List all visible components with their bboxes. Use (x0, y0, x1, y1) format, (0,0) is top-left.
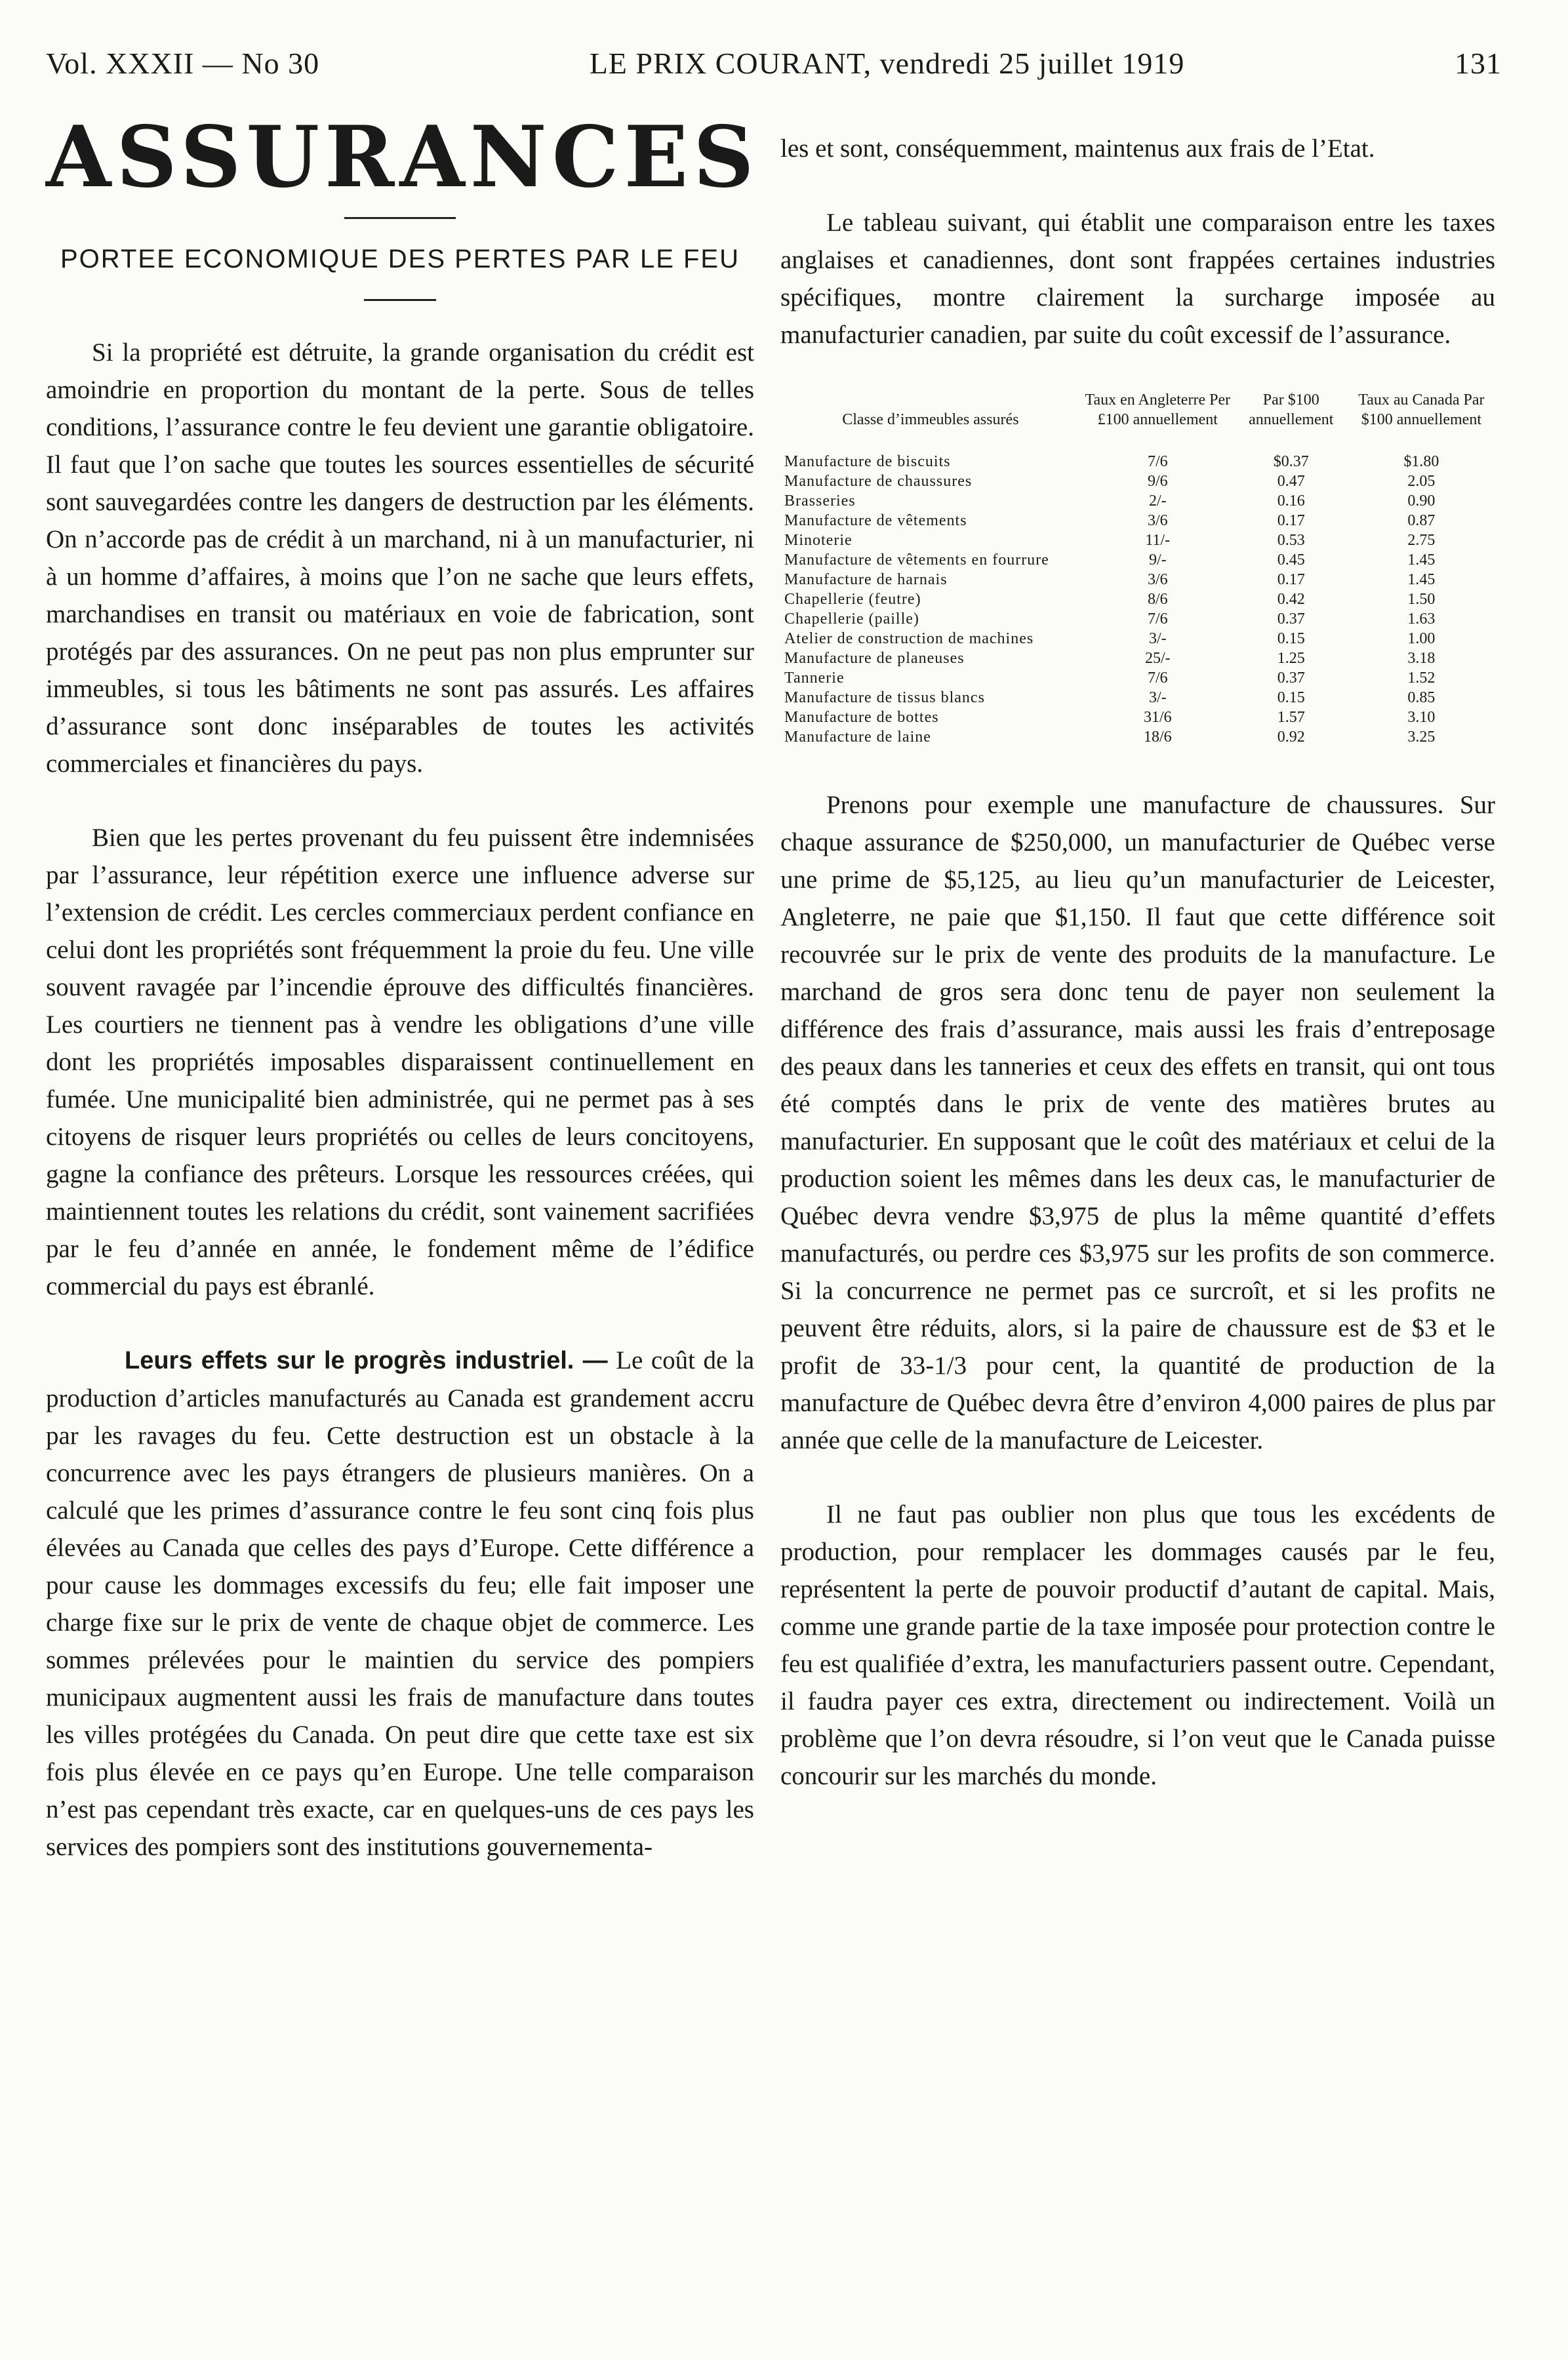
row-canada-cell: 2.05 (1407, 473, 1436, 490)
table-row (780, 448, 1495, 471)
table-row (780, 629, 1495, 649)
row-canada-cell: 2.75 (1407, 532, 1436, 549)
row-england-gbp-cell: 7/6 (1147, 610, 1168, 628)
subheading: Leurs effets sur le progrès industriel. — (125, 1346, 608, 1374)
article-rule (364, 299, 436, 301)
left-paragraph-1: Si la propriété est détruite, la grande organisation du crédit est amoindrie en proportion du montant de la perte. Sous de telles conditions, l’assurance contre le feu devient une garantie obligatoire. Il faut que l’on sache que toutes les sources essentielles de sécurité sont sauvegardées contre les dangers de destruction par les éléments. On n’accorde pas de crédit à un marchand, ni à un manufacturier, ni à un homme d’affaires, à moins que l’on ne sache que leurs effets, marchandises en transit ou matériaux en voie de fabrication, sont protégés par des assurances. On ne peut pas non plus emprunter sur immeubles, si tous les bâtiments ne sont pas assurés. Les affaires d’assurance sont donc inséparables de toutes les activités commerciales et financières du pays. (46, 338, 754, 778)
table-row (780, 511, 1495, 530)
table-row (780, 609, 1495, 629)
row-england-usd-cell: 0.42 (1277, 591, 1305, 608)
row-class-cell: Manufacture de vêtements en fourrure (784, 551, 1049, 569)
row-england-usd-cell: 0.15 (1277, 630, 1305, 647)
title-rule (344, 217, 456, 219)
row-england-gbp-cell: 8/6 (1147, 591, 1168, 608)
rates-table (780, 390, 1495, 747)
row-canada-cell: 3.25 (1407, 729, 1436, 746)
row-england-usd-cell: 0.37 (1277, 670, 1305, 687)
row-england-gbp-cell: 9/6 (1147, 473, 1168, 490)
row-class-cell: Manufacture de harnais (784, 571, 948, 588)
table-row (780, 668, 1495, 688)
right-paragraph-1: les et sont, conséquemment, maintenus aux frais de l’Etat. (780, 134, 1375, 163)
row-class-cell: Manufacture de laine (784, 729, 931, 746)
row-canada-cell: 3.10 (1407, 709, 1436, 726)
row-england-usd-cell: 1.25 (1277, 650, 1305, 667)
row-england-gbp-cell: 31/6 (1143, 709, 1172, 726)
row-canada-cell: 0.85 (1407, 689, 1436, 706)
table-row (780, 491, 1495, 511)
table-row (780, 727, 1495, 747)
article-title: PORTEE ECONOMIQUE DES PERTES PAR LE FEU (60, 244, 740, 273)
row-canada-cell: 1.45 (1407, 551, 1436, 569)
row-class-cell: Chapellerie (paille) (784, 610, 919, 628)
row-class-cell: Manufacture de biscuits (784, 453, 951, 470)
row-canada-cell: 1.63 (1407, 610, 1436, 628)
row-england-usd-cell: 0.15 (1277, 689, 1305, 706)
row-england-gbp-cell: 7/6 (1147, 453, 1168, 470)
row-england-gbp-cell: 3/- (1148, 689, 1167, 706)
row-class-cell: Minoterie (784, 532, 853, 549)
row-class-cell: Brasseries (784, 492, 856, 510)
row-class-cell: Manufacture de bottes (784, 709, 939, 726)
row-england-gbp-cell: 25/- (1144, 650, 1171, 667)
table-header-canada: Taux au Canada Par $100 annuellement (1358, 391, 1485, 428)
row-england-usd-cell: 0.16 (1277, 492, 1305, 510)
left-column (46, 108, 759, 1902)
row-england-gbp-cell: 3/- (1148, 630, 1167, 647)
row-england-usd-cell: 0.92 (1277, 729, 1305, 746)
row-class-cell: Manufacture de vêtements (784, 512, 967, 529)
journal-date: LE PRIX COURANT, vendredi 25 juillet 1919 (589, 47, 1185, 80)
table-row (780, 688, 1495, 708)
page-number: 131 (1455, 47, 1502, 80)
right-paragraph-2: Le tableau suivant, qui établit une comparaison entre les taxes anglaises et canadiennes, dont sont frappées certaines industries spécifiques, montre clairement la surcharge imposée au manufacturier canadien, par suite du coût excessif de l’assurance. (780, 209, 1495, 349)
table-header-class: Classe d’immeubles assurés (842, 411, 1019, 428)
right-paragraph-4: Il ne faut pas oublier non plus que tous les excédents de production, pour remplacer les dommages causés par le feu, représentent la perte de pouvoir productif d’autant de capital. Mais, comme une grande partie de la taxe imposée pour protection contre le feu est qualifiée d’extra, les manufacturiers passent outre. Cependant, il faudra payer ces extra, directement ou indirectement. Voilà un problème que l’on devra résoudre, si l’on veut que le Canada puisse concourir sur les marchés du monde. (780, 1500, 1495, 1790)
table-row (780, 530, 1495, 550)
row-england-gbp-cell: 3/6 (1147, 571, 1168, 588)
row-class-cell: Chapellerie (feutre) (784, 591, 921, 608)
table-row (780, 550, 1495, 570)
table-row (780, 570, 1495, 590)
row-england-usd-cell: $0.37 (1273, 453, 1309, 470)
row-canada-cell: 1.00 (1407, 630, 1436, 647)
row-england-usd-cell: 1.57 (1277, 709, 1305, 726)
row-england-gbp-cell: 7/6 (1147, 670, 1168, 687)
right-paragraph-3: Prenons pour exemple une manufacture de chaussures. Sur chaque assurance de $250,000, un manufacturier de Québec verse une prime de $5,125, au lieu qu’un manufacturier de Leicester, Angleterre, ne paie que $1,150. Il faut que cette différence soit recouvrée sur le prix de vente des produits de la manufacture. Le marchand de gros sera donc tenu de payer non seulement la différence des frais d’assurance, mais aussi les frais d’entreposage des peaux dans les tanneries et ceux des effets en transit, qui ont tous été comptés dans le prix de vente des matières brutes au manufacturier. En supposant que le coût des matériaux et celui de la production soient les mêmes dans les deux cas, le manufacturier de Québec devra vendre $3,975 de plus la même quantité d’effets manufacturés, ou perdre ces $3,975 sur les profits de son commerce. Si la concurrence ne permet pas ce surcroît, et si les profits ne peuvent être réduits, alors, si la paire de chaussure est de $3 et le profit de 33-1/3 pour cent, la quantité de production de la manufacture de Québec devra être d’environ 4,000 paires de plus par année que celle de la manufacture de Leicester. (780, 791, 1495, 1454)
row-england-usd-cell: 0.37 (1277, 610, 1305, 628)
table-row (780, 590, 1495, 609)
page-header (46, 46, 1502, 98)
row-class-cell: Manufacture de tissus blancs (784, 689, 985, 706)
section-title: ASSURANCES (46, 108, 759, 207)
row-england-usd-cell: 0.17 (1277, 512, 1305, 529)
row-class-cell: Manufacture de chaussures (784, 473, 973, 490)
left-paragraph-2: Bien que les pertes provenant du feu puissent être indemnisées par l’assurance, leur répétition exerce une influence adverse sur l’extension de crédit. Les cercles commerciaux perdent confiance en celui dont les propriétés sont fréquemment la proie du feu. Une ville souvent ravagée par l’incendie éprouve des difficultés financières. Les courtiers ne tiennent pas à vendre les obligations d’une ville dont les propriétés imposables disparaissent continuellement en fumée. Une municipalité bien administrée, qui ne permet pas à ses citoyens de risquer leurs propriétés ou celles de leurs concitoyens, gagne la confiance des prêteurs. Lorsque les ressources créées, qui maintiennent toutes les relations du crédit, sont vainement sacrifiées par le feu d’année en année, le fondement même de l’édifice commercial du pays est ébranlé. (46, 823, 754, 1300)
row-england-gbp-cell: 3/6 (1147, 512, 1168, 529)
row-england-usd-cell: 0.17 (1277, 571, 1305, 588)
row-england-usd-cell: 0.47 (1277, 473, 1305, 490)
volume-label: Vol. XXXII — No 30 (46, 47, 320, 80)
right-column (780, 111, 1495, 1831)
row-england-usd-cell: 0.45 (1277, 551, 1305, 569)
row-canada-cell: 1.45 (1407, 571, 1436, 588)
row-canada-cell: 0.87 (1407, 512, 1436, 529)
row-canada-cell: 0.90 (1407, 492, 1436, 510)
row-canada-cell: 1.52 (1407, 670, 1436, 687)
row-canada-cell: 1.50 (1407, 591, 1436, 608)
left-paragraph-3-text: Le coût de la production d’articles manufacturés au Canada est grandement accru par les ravages du feu. Cette destruction est un obstacle à la concurrence avec les pays étrangers de plusieurs manières. On a calculé que les primes d’assurance contre le feu sont cinq fois plus élevées au Canada que celles des pays d’Europe. Cette différence a pour cause les dommages excessifs du feu; elle fait imposer une charge fixe sur le prix de vente de chaque objet de commerce. Les sommes prélevées pour le maintien du service des pompiers municipaux augmentent aussi les frais de manufacture dans toutes les villes protégées du Canada. On peut dire que cette taxe est six fois plus élevée en ce pays qu’en Europe. Une telle comparaison n’est pas cependant très exacte, car en quelques-uns de ces pays les services des pompiers sont des institutions gouvernementa- (46, 1346, 755, 1861)
rates-table-body (780, 448, 1495, 747)
table-row (780, 471, 1495, 491)
table-header-england-gbp: Taux en Angleterre Per £100 annuellement (1085, 391, 1231, 428)
row-england-gbp-cell: 9/- (1148, 551, 1167, 569)
row-england-usd-cell: 0.53 (1277, 532, 1305, 549)
row-canada-cell: 3.18 (1407, 650, 1436, 667)
table-row (780, 708, 1495, 727)
row-class-cell: Manufacture de planeuses (784, 650, 965, 667)
row-class-cell: Atelier de construction de machines (784, 630, 1034, 647)
table-header-england-usd: Par $100 annuellement (1249, 391, 1334, 428)
row-england-gbp-cell: 2/- (1148, 492, 1167, 510)
row-class-cell: Tannerie (784, 670, 845, 687)
row-england-gbp-cell: 11/- (1145, 532, 1171, 549)
table-row (780, 649, 1495, 668)
row-england-gbp-cell: 18/6 (1143, 729, 1172, 746)
left-paragraph-3 (46, 1342, 754, 1866)
row-canada-cell: $1.80 (1403, 453, 1439, 470)
